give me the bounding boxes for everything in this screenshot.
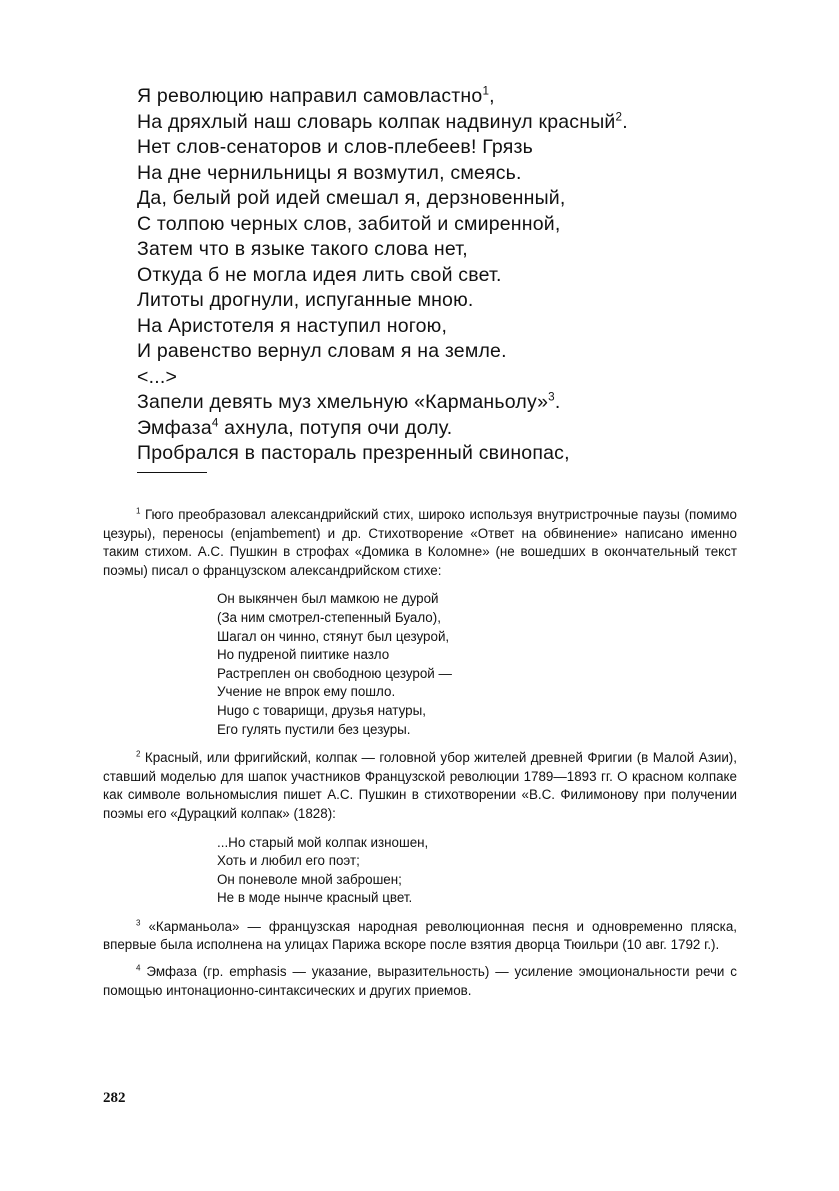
poem-line: Пробрался в пастораль презренный свинопас,: [137, 442, 570, 464]
poem-line: Литоты дрогнули, испуганные мною.: [137, 289, 474, 311]
poem-line: Запели девять муз хмельную «Карманьолу»$^3$.: [137, 390, 561, 413]
poem-ellipsis: <...>: [137, 365, 178, 388]
footnote-4: $^4$ Эмфаза (гр. emphasis — указание, выразительность) — усиление эмоциональности речи с помощью интонационно-синтаксических и других приемов.: [103, 963, 737, 998]
verse-line: Hugo с товарищи, друзья натуры,: [217, 702, 426, 718]
verse-line: ...Но старый мой колпак изношен,: [217, 834, 429, 850]
verse-line: Но пудреной пиитике назло: [217, 647, 390, 663]
poem-line: На дряхлый наш словарь колпак надвинул красный$^2$.: [137, 110, 628, 133]
verse-line: Не в моде нынче красный цвет.: [217, 890, 413, 906]
poem-line: Откуда б не могла идея лить свой свет.: [137, 263, 502, 286]
footnotes: [103, 506, 737, 1000]
footnote-divider: [137, 472, 207, 473]
footnote-1: $^1$ Гюго преобразовал александрийский стих, широко используя внутристрочные паузы (помимо цезуры), переносы (enjambement) и др. Стихотворение «Ответ на обвинение» написано именно таким стихом. А.С. Пушкин в строфах «Домика в Коломне» (не вошедших в окончательный текст поэмы) писал о французском александрийском стихе:: [103, 506, 737, 578]
footnote-1-verse: [217, 590, 737, 739]
verse-line: Его гулять пустили без цезуры.: [217, 721, 411, 737]
verse-line: Он выкянчен был мамкою не дурой: [217, 591, 439, 607]
poem-line: Эмфаза$^4$ ахнула, потупя очи долу.: [137, 416, 453, 439]
verse-line: Он поневоле мной заброшен;: [217, 871, 402, 887]
verse-line: Учение не впрок ему пошло.: [217, 684, 396, 700]
poem: [137, 84, 777, 467]
footnote-ref: 1: [482, 84, 490, 98]
footnote-ref: 2: [615, 110, 623, 123]
verse-line: Шагал он чинно, стянут был цезурой,: [217, 628, 450, 644]
footnote-2: $^2$ Красный, или фригийский, колпак — головной убор жителей древней Фригии (в Малой Азии), ставший моделью для шапок участников Французской революции 1789—1893 гг. О красном колпаке как символе вольномыслия пишет А.С. Пушкин в стихотворении «В.С. Филимонову при получении поэмы его «Дурацкий колпак» (1828):: [103, 749, 737, 821]
footnote-ref: 3: [548, 390, 555, 404]
page-number: 282: [103, 1090, 126, 1106]
footnote-mark: 1: [136, 506, 141, 516]
footnote-2-verse: [217, 834, 737, 908]
poem-line: Затем что в языке такого слова нет,: [137, 238, 468, 260]
poem-line: С толпою черных слов, забитой и смиренной,: [137, 212, 561, 235]
footnote-mark: 4: [136, 963, 141, 973]
poem-line: На Аристотеля я наступил ногою,: [137, 314, 448, 337]
footnote-ref: 4: [211, 416, 219, 429]
footnote-mark: 3: [136, 918, 141, 928]
poem-line: Да, белый рой идей смешал я, дерзновенный,: [137, 187, 566, 209]
verse-line: Растреплен он свободною цезурой —: [217, 665, 452, 681]
poem-line: И равенство вернул словам я на земле.: [137, 340, 507, 362]
footnote-3: $^3$ «Карманьола» — французская народная революционная песня и одновременно пляска, впервые была исполнена на улицах Парижа вскоре после взятия дворца Тюильри (10 авг. 1792 г.).: [103, 918, 737, 953]
footnote-mark: 2: [136, 749, 141, 759]
poem-line: Нет слов-сенаторов и слов-плебеев! Грязь: [137, 136, 533, 158]
poem-line: На дне чернильницы я возмутил, смеясь.: [137, 161, 522, 184]
verse-line: (За ним смотрел-степенный Буало),: [217, 609, 441, 625]
verse-line: Хоть и любил его поэт;: [217, 853, 360, 869]
poem-line: Я революцию направил самовластно$^1$,: [137, 84, 495, 107]
